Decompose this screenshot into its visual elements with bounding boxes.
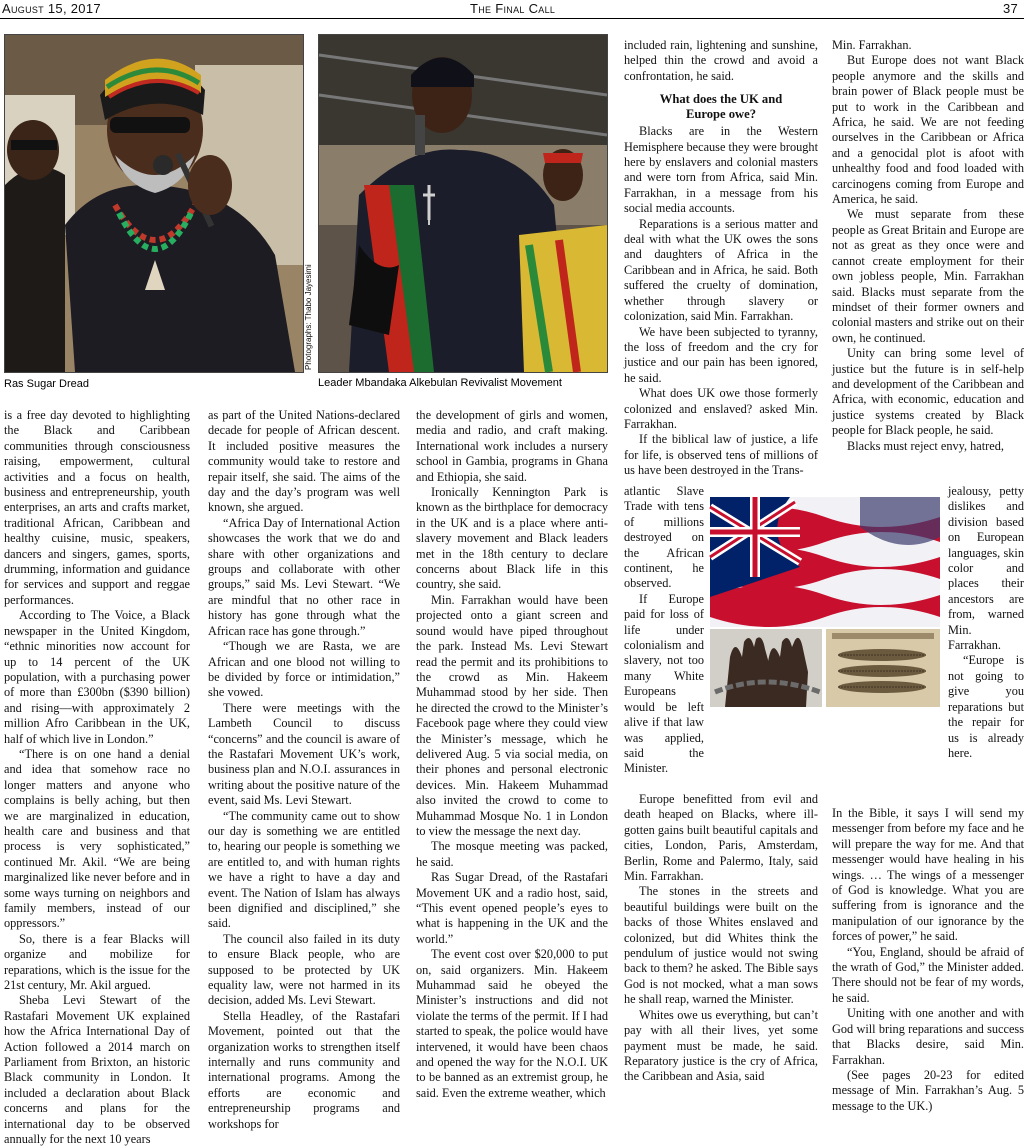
shackled-hands-image: [710, 629, 822, 707]
paragraph: The event cost over $20,000 to put on, said organizers. Min. Hakeem Muhammad said he obeyed the Minister’s instructions and did not violate the terms of the permit. If I had started to speak, the police would have intervened, it would have been chaos and opened the way for the N.O.I. UK to be banned as an extremist group, he said. Even the extreme weather, which: [416, 947, 608, 1100]
photo-caption-right: Leader Mbandaka Alkebulan Revivalist Movement: [318, 377, 562, 389]
photo-caption-left: Ras Sugar Dread: [4, 378, 89, 390]
paragraph: “There is on one hand a denial and idea that somehow race no longer matters and anyone who complains is belly aching, but then we are marginalized in education, health care and business and that process is very sophisticated,” continued Mr. Akil. “We are being marginalized like never before and in some ways turning on neighbors and family members, instead of our oppressors.”: [4, 746, 190, 931]
article-column-3: [416, 408, 608, 1108]
paragraph: “The community came out to show our day is something we are entitled to, hearing our people is something we are entitled to, and with human rights we have a right to have a day and event. The Nation of Islam has always been dignified and disciplined,” she said.: [208, 808, 400, 931]
photo-ras-sugar-dread-image: [5, 35, 303, 372]
paragraph: “Though we are Rasta, we are African and one blood not willing to be divided by force or intimidation,” she vowed.: [208, 639, 400, 700]
paragraph: Min. Farrakhan would have been projected onto a giant screen and sound would have piped throughout the park. Instead Ms. Levi Stewart read the permit and its prohibitions to the crowd as Min. Hakeem Muhammad stood by her side. Then he directed the crowd to the Minister’s Facebook page where they could view the Minister’s message, which he delivered Aug. 5 via social media, on their phones and personal electronic devices. Min. Hakeem Muhammad also invited the crowd to come to Muhammad Mosque No. 1 in London to view the message the next day.: [416, 592, 608, 838]
union-jack-flag-image: [710, 497, 940, 627]
page-number: 37: [1002, 1, 1018, 16]
paragraph: So, there is a fear Blacks will organize and mobilize for reparations, which is the issue for the 21st century, Mr. Akil argued.: [4, 931, 190, 993]
paragraph: Blacks must reject envy, hatred,: [847, 438, 1004, 453]
paragraph: Whites owe us everything, but can’t pay with all their lives, yet some payment must be made, he said. Reparatory justice is the cry of Africa, the Caribbean and Asia, said: [624, 1007, 818, 1084]
paragraph: Ironically Kennington Park is known as the birthplace for democracy in the UK and is a place where anti-slavery movement and Black leaders met in the 18th century to declare concerns about Black life in this country, she said.: [416, 485, 608, 592]
page-header: [0, 0, 1024, 19]
paragraph: We must separate from these people as Great Britain and Europe are not as great as they once were and cannot create employment for their own jobless people, Min. Farrakhan said. Blacks must separate from the mindset of their former owners and colonial masters and strike out on their own, he continued.: [832, 207, 1024, 345]
paragraph: jealousy, petty dislikes and division based on European languages, skin color and places their ancestors are from, warned Min. Farrakhan.: [948, 484, 1024, 653]
paragraph: Stella Headley, of the Rastafari Movement, pointed out that the organization works to strengthen itself internally and runs community and international programs. Among the efforts are economic and entrepreneurship programs and workshops for: [208, 1008, 400, 1131]
article-column-4-bottom: [624, 792, 818, 1108]
paragraph: Sheba Levi Stewart of the Rastafari Movement UK explained how the Africa International Day of Action followed a 2014 march on Parliament from Brixton, an historic Black community in London. It included a declaration about Black concerns and plans for the international day to be observed annually for the next 10 years: [4, 993, 190, 1147]
paragraph: (See pages 20-23 for edited message of Min. Farrakhan’s Aug. 5 message to the UK.): [832, 1067, 1024, 1113]
issue-date: August 15, 2017: [2, 1, 101, 16]
photo-ras-sugar-dread: [4, 34, 304, 373]
paragraph: The stones in the streets and beautiful buildings were built on the backs of those Whites enslaved and colonized, but did Whites think the pendulum of justice would not swing back to them? he asked. The Bible says God is not mocked, what a man sows he shall reap, warned the Minister.: [624, 884, 818, 1007]
photo-credit-text: Photographs: Thabo Jayesimi: [304, 264, 313, 370]
inset-images: [710, 497, 940, 707]
paragraph: If Europe paid for loss of life under colonialism and slavery, not too many White Europeans would be left alive if that law was applied, said the Minister.: [624, 591, 704, 776]
paragraph: is a free day devoted to highlighting the Black and Caribbean communities through consciousness raising, empowerment, cultural activities and a focus on health, business and entrepreneurship, youth enterprises, an arts and crafts market, traditional African, Caribbean and healthy cuisine, music, speakers, dancers and singers, games, sports, drumming, information and guidance for services and support and reggae performances.: [4, 408, 190, 607]
paragraph: Uniting with one another and with God will bring reparations and success that Blacks desire, said Min. Farrakhan.: [832, 1006, 1024, 1067]
paragraph: included rain, lightening and sunshine, helped thin the crowd and avoid a confrontation, he said.: [624, 38, 818, 83]
paragraph: Ras Sugar Dread, of the Rastafari Movement UK and a radio host, said, “This event opened people’s eyes to what is happening in the UK and the world.”: [416, 870, 608, 946]
paragraph: The mosque meeting was packed, he said.: [416, 839, 608, 869]
photo-leader-mbandaka: [318, 34, 608, 373]
paragraph: as part of the United Nations-declared decade for people of African descent. It included positive measures the community would take to restore and repair itself, she said. The aims of the day and the day’s program was well known, she argued.: [208, 408, 400, 515]
paragraph: Blacks are in the Western Hemisphere because they were brought here by enslavers and colonial masters and were torn from Africa, said Min. Farrakhan, in a message from his social media accounts.: [624, 124, 818, 216]
paragraph: We have been subjected to tyranny, the loss of freedom and the cry for justice and our pain has been ignored, he said.: [624, 324, 818, 385]
paragraph: Europe benefitted from evil and death heaped on Blacks, where ill-gotten gains built beautiful capitals and cities, London, Paris, Amsterdam, Berlin, Rome and Palermo, Italy, said Min. Farrakhan.: [624, 792, 818, 884]
paragraph: “Europe is not going to give you reparations but the repair for us is already here.: [948, 653, 1024, 760]
publication-name: The Final Call: [470, 1, 556, 16]
paragraph: Reparations is a serious matter and deal with what the UK owes the sons and daughters of Africa in the Caribbean and in Africa, he said. Both suffered the cruelty of domination, whether through slavery or colonization, said Min. Farrakhan.: [624, 216, 818, 324]
article-column-4-top: [624, 38, 818, 500]
photo-credit: [304, 240, 316, 370]
article-column-5-bottom: [832, 806, 1024, 1113]
subhead-uk-europe-owe: What does the UK and Europe owe?: [659, 92, 783, 122]
paragraph: In the Bible, it says I will send my messenger from before my face and he will prepare the way for me. And that messenger would have healing in his wings. … The wings of a messenger of God is knowledge. What you are suffering from is ignorance and the manipulation of our ignorance by the forces of power,” he said.: [832, 806, 1024, 944]
article-column-1: [4, 408, 190, 1147]
paragraph: “Africa Day of International Action showcases the work that we do and share with other organizations and groups and collaborate with other groups,” said Ms. Levi Stewart. “We are mindful that no other race in history has gone through what the African race has gone through.”: [208, 515, 400, 638]
article-column-5-top: [832, 38, 1024, 498]
paragraph: According to The Voice, a Black newspaper in the United Kingdom, “ethnic minorities now account for up to 14 percent of the UK population, with a purchasing power of more than £300bn ($390 billion) and rising—with approximately 2 million Afro Caribbean in the UK, half of which live in London.”: [4, 608, 190, 746]
paragraph: the development of girls and women, media and radio, and craft making. International work includes a nursery school in Gambia, programs in Ghana and Ethiopia, she said.: [416, 408, 608, 484]
article-column-4-narrow: [624, 484, 704, 790]
paragraph: atlantic Slave Trade with tens of millions destroyed on the African continent, he observed.: [624, 484, 704, 591]
paragraph: There were meetings with the Lambeth Council to discuss “concerns” and the council is aware of the Rastafari Movement UK’s work, business plan and N.O.I. assurances in writing about the positive nature of the event, said Ms. Levi Stewart.: [208, 700, 400, 808]
paragraph: Unity can bring some level of justice but the future is in self-help and development of the Caribbean and Africa, with economic, education and justice systems created by Black people for Black people, he said.: [832, 346, 1024, 438]
inset-image-group: [710, 497, 940, 707]
slave-ship-diagram-image: [826, 629, 940, 707]
paragraph: What does UK owe those formerly colonized and enslaved? asked Min. Farrakhan.: [624, 386, 818, 431]
photo-leader-mbandaka-image: [319, 35, 607, 372]
article-column-2: [208, 408, 400, 1131]
paragraph: Min. Farrakhan.: [832, 38, 912, 52]
paragraph: But Europe does not want Black people anymore and the skills and brain power of Black people must be put to work in the Caribbean and Africa, he said. We are not feeding ourselves in the Caribbean or Africa and a genocidal plot is afoot with unhealthy food and food loaded with carcinogens coming from Europe and America, he said.: [832, 53, 1024, 207]
paragraph: If the biblical law of justice, a life for life, is observed tens of millions of us have been destroyed in the Trans-: [624, 432, 818, 478]
paragraph: “You, England, should be afraid of the wrath of God,” the Minister added. There should not be fear of my words, he said.: [832, 944, 1024, 1005]
article-column-5-narrow: [948, 484, 1024, 806]
paragraph: The council also failed in its duty to ensure Black people, who are supposed to be protected by UK equality law, were not harmed in its decision, added Ms. Levi Stewart.: [208, 931, 400, 1008]
